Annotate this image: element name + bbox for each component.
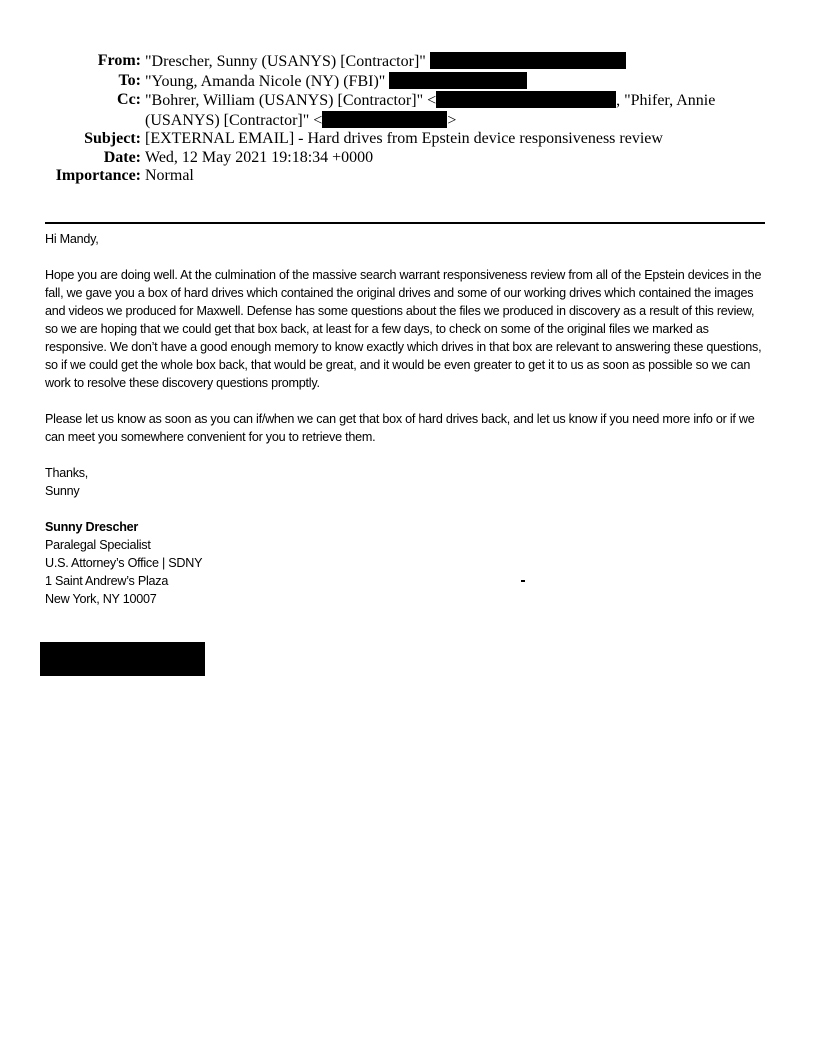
to-value: "Young, Amanda Nicole (NY) (FBI)" — [145, 72, 386, 90]
date-value: Wed, 12 May 2021 19:18:34 +0000 — [145, 148, 374, 166]
date-row — [0, 149, 816, 168]
signature-office: U.S. Attorney’s Office | SDNY — [45, 556, 203, 570]
to-row — [0, 72, 816, 92]
subject-row — [0, 130, 816, 149]
header-divider — [45, 222, 765, 224]
closing-name: Sunny — [45, 484, 80, 498]
signature — [45, 518, 770, 608]
cc-row — [0, 91, 816, 130]
cc-value: > — [447, 111, 457, 129]
paragraph: Hope you are doing well. At the culmination of the massive search warrant responsiveness review from all of the Epstein devices in the fall, we gave you a box of hard drives which contained the original drives and some of our working drives which contained the images and videos we produced for Maxwell. Defense has some questions about the files we produced in discovery as a result of this review, so we are hoping that we could get that box back, at least for a few days, to check on some of the original files we marked as responsive. We don’t have a good enough memory to know exactly which drives in that box are relevant to answering these questions, so if we could get the whole box back, that would be great, and it would be even greater to get it to us as soon as possible so we can work to resolve these discovery questions promptly. — [45, 268, 762, 390]
importance-value: Normal — [145, 167, 194, 184]
email-body — [45, 230, 770, 608]
to-label: To: — [118, 71, 141, 89]
signature-address: 1 Saint Andrew’s Plaza — [45, 574, 169, 588]
redaction — [40, 642, 205, 676]
redaction — [322, 111, 447, 128]
redaction — [389, 72, 527, 89]
importance-label: Importance: — [55, 167, 141, 184]
subject-label: Subject: — [84, 130, 141, 147]
cc-label: Cc: — [117, 91, 141, 108]
subject-value: [EXTERNAL EMAIL] - Hard drives from Epstein device responsiveness review — [145, 130, 663, 147]
redaction — [436, 91, 616, 108]
email-header — [0, 52, 816, 186]
signature-name: Sunny Drescher — [45, 520, 139, 534]
from-value: "Drescher, Sunny (USANYS) [Contractor]" — [145, 53, 426, 70]
stray-mark — [521, 580, 525, 582]
cc-value: (USANYS) [Contractor]" < — [145, 111, 323, 129]
paragraph: Please let us know as soon as you can if/when we can get that box of hard drives back, and let us know if you need more info or if we can meet you somewhere convenient for you to retrieve them. — [45, 412, 755, 444]
from-label: From: — [97, 52, 141, 69]
signature-address: New York, NY 10007 — [45, 592, 157, 606]
signature-title: Paralegal Specialist — [45, 538, 151, 552]
importance-row — [0, 167, 816, 186]
cc-value: "Bohrer, William (USANYS) [Contractor]" < — [145, 92, 437, 109]
from-row — [0, 52, 816, 72]
greeting: Hi Mandy, — [45, 232, 99, 246]
cc-value: , "Phifer, Annie — [616, 92, 716, 109]
date-label: Date: — [103, 148, 141, 166]
closing: Thanks, — [45, 466, 89, 480]
redaction — [430, 52, 626, 69]
